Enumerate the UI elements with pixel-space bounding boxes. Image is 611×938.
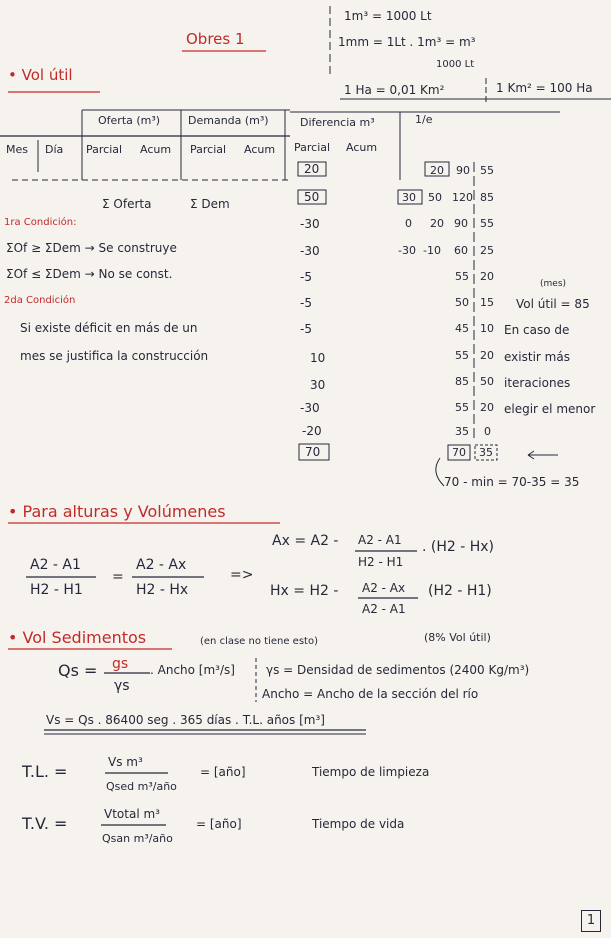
cond2-title: 2da Condición xyxy=(4,295,76,306)
sum-dem: Σ Dem xyxy=(190,197,230,211)
sub-acum-demanda: Acum xyxy=(244,143,276,156)
sub-parcial-oferta: Parcial xyxy=(86,143,123,156)
cond2-a: Si existe déficit en más de un xyxy=(20,321,198,335)
sub-acum-dif: Acum xyxy=(346,141,378,154)
qs-num: gs xyxy=(112,656,129,672)
iter-value: 20 xyxy=(480,270,494,283)
iter-value: 10 xyxy=(480,322,494,335)
tv-unit: = [año] xyxy=(196,817,242,831)
eq-right-den: H2 - Hx xyxy=(136,582,189,598)
tl-den: Qsed m³/año xyxy=(106,780,177,793)
alturas-heading: • Para alturas y Volúmenes xyxy=(8,502,226,521)
iter-value: 50 xyxy=(455,296,469,309)
note-mes: (mes) xyxy=(540,279,567,289)
vs-formula: Vs = Qs . 86400 seg . 365 días . T.L. años [m³] xyxy=(46,713,325,727)
col-demanda: Demanda (m³) xyxy=(188,114,269,127)
iter-value: 0 xyxy=(484,425,491,438)
iter-value: 35 xyxy=(479,446,493,459)
dif-value: -20 xyxy=(302,424,322,438)
dif-value: 70 xyxy=(305,445,321,459)
partial-fraction: 1/e xyxy=(415,113,433,126)
sub-mes: Mes xyxy=(6,143,28,156)
dif-value: 20 xyxy=(304,162,320,176)
unit-mm-denominator: 1000 Lt xyxy=(436,59,475,70)
iter-value: 20 xyxy=(430,164,444,177)
ax-den: H2 - H1 xyxy=(358,555,404,569)
sub-parcial-demanda: Parcial xyxy=(190,143,227,156)
iter-value: 20 xyxy=(430,217,444,230)
iter-value: 20 xyxy=(480,349,494,362)
sub-dia: Día xyxy=(45,143,64,156)
eq-left-den: H2 - H1 xyxy=(30,582,83,598)
note-caso: En caso de xyxy=(504,323,570,337)
dif-value: 50 xyxy=(304,190,320,204)
hx-den: A2 - A1 xyxy=(362,602,406,616)
dif-value: -5 xyxy=(300,270,312,284)
note-iter: iteraciones xyxy=(504,376,571,390)
tv-num: Vtotal m³ xyxy=(104,807,160,821)
iter-value: 60 xyxy=(454,244,468,257)
dif-value: -30 xyxy=(300,217,320,231)
qs-rhs: . Ancho [m³/s] xyxy=(150,663,235,677)
ax-rhs: . (H2 - Hx) xyxy=(422,539,495,555)
iter-value: 45 xyxy=(455,322,469,335)
dif-value: -5 xyxy=(300,296,312,310)
iter-value: 55 xyxy=(480,217,494,230)
iter-value: 50 xyxy=(428,191,442,204)
unit-m3: 1m³ = 1000 Lt xyxy=(344,9,432,23)
iter-value: -30 xyxy=(398,244,416,257)
dif-value: -30 xyxy=(300,244,320,258)
dif-value: 10 xyxy=(310,351,326,365)
col-diferencia: Diferencia m³ xyxy=(300,116,375,129)
dif-value: -5 xyxy=(300,322,312,336)
tv-den: Qsan m³/año xyxy=(102,832,173,845)
dif-value: -30 xyxy=(300,401,320,415)
eq-right-num: A2 - Ax xyxy=(136,557,187,573)
dif-value: 30 xyxy=(310,378,326,392)
sub-acum-oferta: Acum xyxy=(140,143,172,156)
sedimentos-heading: • Vol Sedimentos xyxy=(8,628,147,647)
cond1-b: ΣOf ≤ ΣDem → No se const. xyxy=(6,267,173,281)
iter-value: 55 xyxy=(455,270,469,283)
page-title: Obres 1 xyxy=(186,30,245,48)
tl-unit: = [año] xyxy=(200,765,246,779)
ax-num: A2 - A1 xyxy=(358,533,402,547)
eq-mid: = xyxy=(112,569,124,585)
iter-value: 90 xyxy=(454,217,468,230)
unit-km2: 1 Km² = 100 Ha xyxy=(496,81,593,95)
iter-value: 85 xyxy=(455,375,469,388)
def-ancho: Ancho = Ancho de la sección del río xyxy=(262,687,479,701)
note-elegir: elegir el menor xyxy=(504,402,596,416)
hx-lhs: Hx = H2 - xyxy=(270,583,339,599)
iter-value: 50 xyxy=(480,375,494,388)
iter-value: 90 xyxy=(456,164,470,177)
iter-value: 55 xyxy=(480,164,494,177)
hx-num: A2 - Ax xyxy=(362,581,406,595)
cond2-b: mes se justifica la construcción xyxy=(20,349,209,363)
hx-rhs: (H2 - H1) xyxy=(428,583,492,599)
iter-value: 85 xyxy=(480,191,494,204)
cond1-title: 1ra Condición: xyxy=(4,217,77,228)
iter-value: 35 xyxy=(455,425,469,438)
note-clase: (en clase no tiene esto) xyxy=(200,636,318,647)
cond1-a: ΣOf ≥ ΣDem → Se construye xyxy=(6,241,177,255)
note-pct: (8% Vol útil) xyxy=(424,631,491,644)
eq-left-num: A2 - A1 xyxy=(30,557,81,573)
iter-value: 20 xyxy=(480,401,494,414)
note-volutil: Vol útil = 85 xyxy=(516,297,590,311)
qs-lhs: Qs = xyxy=(58,661,98,680)
iter-value: -10 xyxy=(423,244,441,257)
tl-num: Vs m³ xyxy=(108,755,143,769)
note-min: 70 - min = 70-35 = 35 xyxy=(444,475,580,489)
sum-oferta: Σ Oferta xyxy=(102,197,152,211)
tl-desc: Tiempo de limpieza xyxy=(312,765,430,779)
tv-desc: Tiempo de vida xyxy=(312,817,405,831)
eq-arrow: => xyxy=(230,567,254,583)
iter-value: 55 xyxy=(455,349,469,362)
iter-value: 55 xyxy=(455,401,469,414)
note-existir: existir más xyxy=(504,350,570,364)
col-oferta: Oferta (m³) xyxy=(98,114,161,127)
iter-value: 70 xyxy=(452,446,466,459)
iter-value: 15 xyxy=(480,296,494,309)
tv-lhs: T.V. = xyxy=(22,814,68,833)
sub-parcial-dif: Parcial xyxy=(294,141,331,154)
unit-mm: 1mm = 1Lt . 1m³ = m³ xyxy=(338,35,476,49)
tl-lhs: T.L. = xyxy=(22,762,68,781)
def-gamma: γs = Densidad de sedimentos (2400 Kg/m³) xyxy=(266,663,530,677)
iter-value: 30 xyxy=(402,191,416,204)
ax-lhs: Ax = A2 - xyxy=(272,533,339,549)
iter-value: 25 xyxy=(480,244,494,257)
unit-ha: 1 Ha = 0,01 Km² xyxy=(344,83,445,97)
iter-value: 0 xyxy=(405,217,412,230)
vol-util-heading: • Vol útil xyxy=(8,66,73,84)
page-number: 1 xyxy=(581,910,601,932)
iter-value: 120 xyxy=(452,191,473,204)
qs-den: γs xyxy=(114,678,130,694)
